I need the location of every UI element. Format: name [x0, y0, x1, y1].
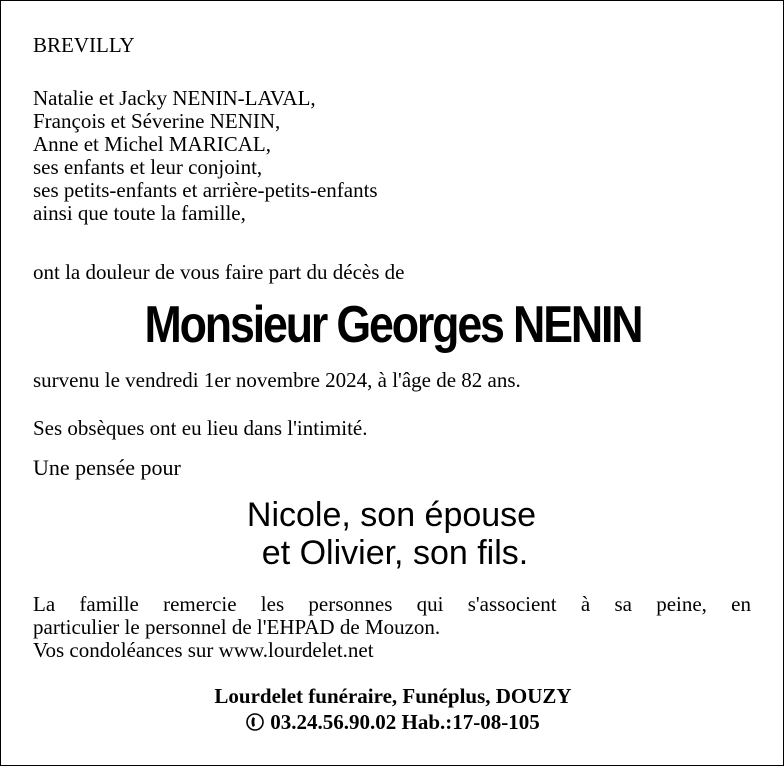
- announcement-text: ont la douleur de vous faire part du décès de: [33, 260, 405, 284]
- family-line: ses enfants et leur conjoint,: [33, 155, 263, 179]
- place-name: BREVILLY: [33, 33, 135, 57]
- family-line: ainsi que toute la famille,: [33, 201, 246, 225]
- tribute-line: et Olivier, son fils.: [261, 534, 529, 572]
- thanks-line: Vos condoléances sur www.lourdelet.net: [33, 638, 374, 662]
- contact-text: 03.24.56.90.02 Hab.:17-08-105: [270, 710, 540, 734]
- death-details: survenu le vendredi 1er novembre 2024, à l'âge de 82 ans.: [33, 368, 521, 392]
- family-line: ses petits-enfants et arrière-petits-enfants: [33, 178, 378, 202]
- family-line: François et Séverine NENIN,: [33, 109, 281, 133]
- thought-intro: Une pensée pour: [33, 455, 181, 480]
- deceased-name: Monsieur Georges NENIN: [144, 296, 642, 354]
- family-line: Anne et Michel MARICAL,: [33, 132, 271, 156]
- family-list: [33, 87, 378, 225]
- tribute-line: Nicole, son épouse: [246, 496, 537, 534]
- funeral-home-footer: [1, 683, 784, 735]
- tribute-block: [1, 496, 784, 572]
- funeral-home-name: Lourdelet funéraire, Funéplus, DOUZY: [214, 684, 572, 708]
- thanks-line: particulier le personnel de l'EHPAD de Mouzon.: [33, 615, 441, 639]
- funeral-note: Ses obsèques ont eu lieu dans l'intimité.: [33, 416, 368, 440]
- thanks-line: La famille remercie les personnes qui s'associent à sa peine, en: [33, 592, 751, 616]
- contact-line: [1, 709, 784, 735]
- phone-icon: [246, 712, 264, 732]
- family-line: Natalie et Jacky NENIN-LAVAL,: [33, 86, 316, 110]
- thanks-block: [33, 593, 751, 662]
